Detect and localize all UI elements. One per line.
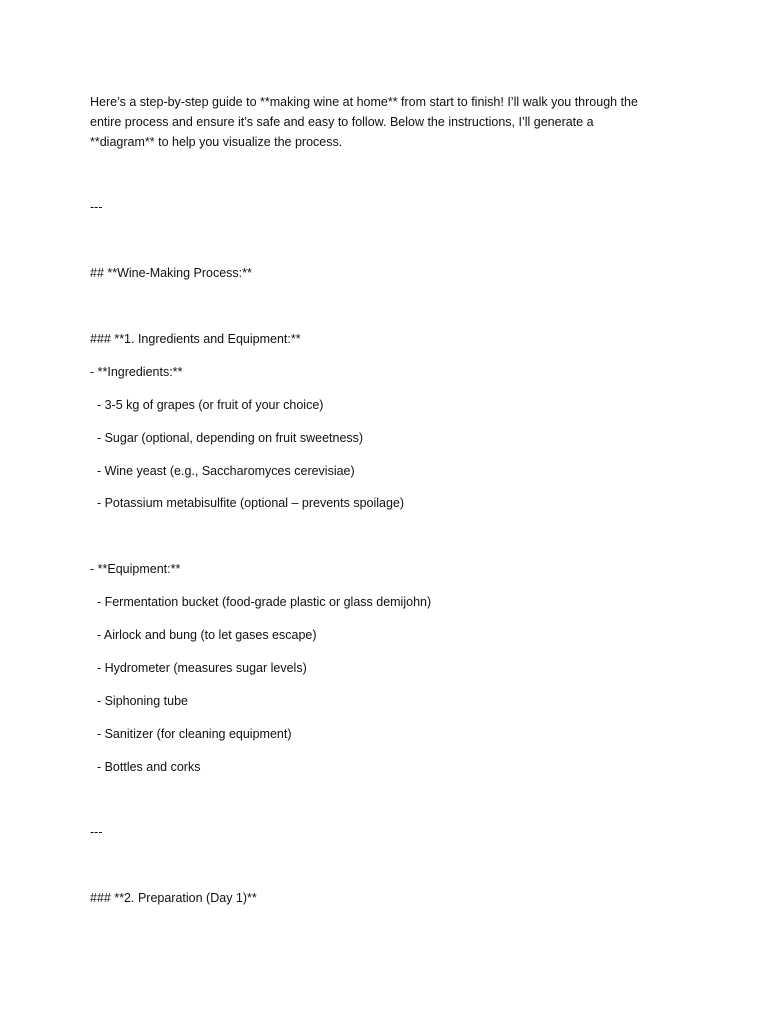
intro-line-3: **diagram** to help you visualize the process. <box>90 135 343 149</box>
equipment-item: - Airlock and bung (to let gases escape) <box>90 628 317 642</box>
equipment-item: - Siphoning tube <box>90 694 188 708</box>
equipment-item: - Bottles and corks <box>90 760 201 774</box>
step2-heading: ### **2. Preparation (Day 1)** <box>90 891 257 905</box>
section-heading: ## **Wine-Making Process:** <box>90 266 252 280</box>
intro-line-1: Here’s a step-by-step guide to **making wine at home** from start to finish! I’ll walk you through the <box>90 95 638 109</box>
equipment-label: - **Equipment:** <box>90 562 181 576</box>
ingredient-item: - Potassium metabisulfite (optional – prevents spoilage) <box>90 496 405 510</box>
equipment-item: - Fermentation bucket (food-grade plastic or glass demijohn) <box>90 595 432 609</box>
ingredient-item: - 3-5 kg of grapes (or fruit of your choice) <box>90 398 324 412</box>
equipment-item: - Sanitizer (for cleaning equipment) <box>90 727 292 741</box>
intro-line-2: entire process and ensure it’s safe and easy to follow. Below the instructions, I’ll generate a <box>90 115 594 129</box>
equipment-item: - Hydrometer (measures sugar levels) <box>90 661 307 675</box>
separator-1: --- <box>90 200 103 214</box>
ingredients-label: - **Ingredients:** <box>90 365 183 379</box>
separator-2: --- <box>90 825 103 839</box>
step1-heading: ### **1. Ingredients and Equipment:** <box>90 332 301 346</box>
ingredient-item: - Sugar (optional, depending on fruit sweetness) <box>90 431 364 445</box>
ingredient-item: - Wine yeast (e.g., Saccharomyces cerevisiae) <box>90 464 355 478</box>
